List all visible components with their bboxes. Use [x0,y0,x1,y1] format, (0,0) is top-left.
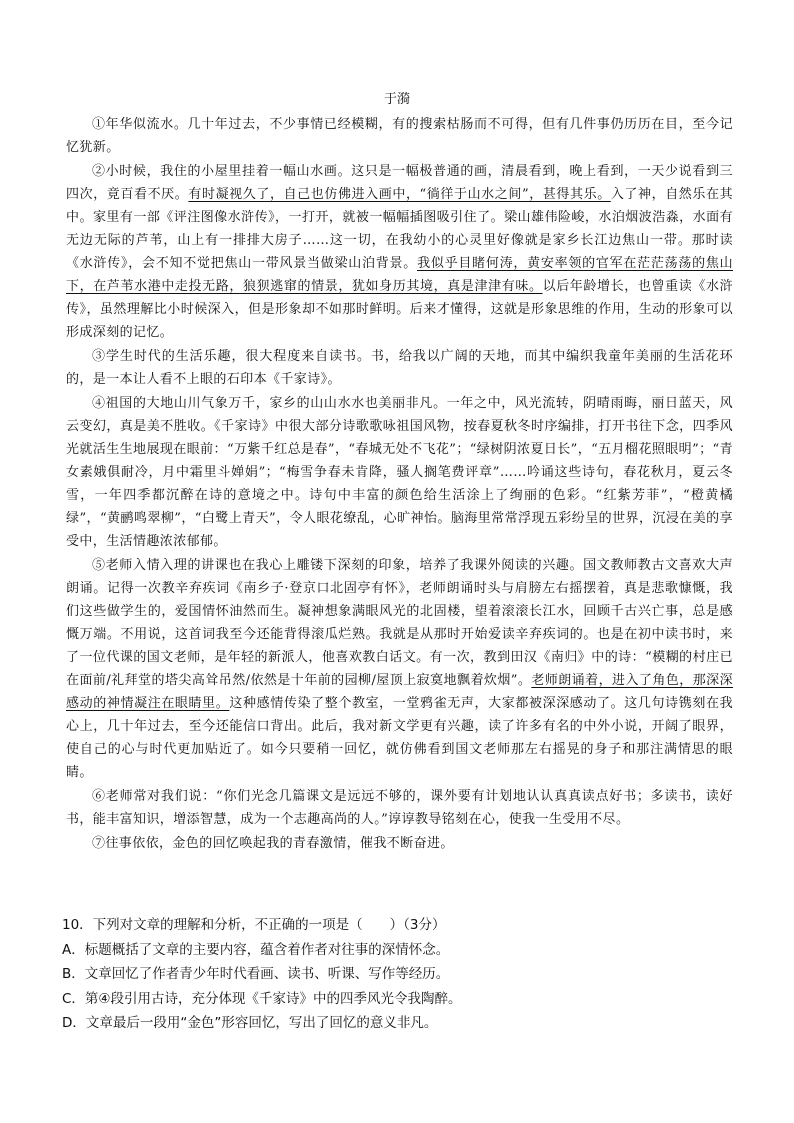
paragraph-text: ③学生时代的生活乐趣，很大程度来自读书。书，给我以广阔的天地，而其中编织我童年美丽的生活花环的，是一本让人看不上眼的石印本《千家诗》。 [66,349,733,387]
paragraph-2 [66,160,733,344]
paragraph-text: ④祖国的大地山川气象万千，家乡的山山水水也美丽非凡。一年之中，风光流转，阴晴雨晦，丽日蓝天，风云变幻，真是美不胜收。《千家诗》中很大部分诗歌歌咏祖国风物，按春夏秋冬时序编排，打开书往下念，四季风光就活生生地展现在眼前：“万紫千红总是春”，“春城无处不飞花”；“绿树阴浓夏日长”，“五月榴花照眼明”；“青女素娥俱耐冷，月中霜里斗婵娟”；“梅雪争春未肯降，骚人搁笔费评章”……吟诵这些诗句，春花秋月，夏云冬雪，一年四季都沉醉在诗的意境之中。诗句中丰富的颜色给生活涂上了绚丽的色彩。“红紫芳菲”，“橙黄橘绿”，“黄鹂鸣翠柳”，“白鹭上青天”，令人眼花缭乱，心旷神怡。脑海里常常浮现五彩纷呈的世界，沉浸在美的享受中，生活情趣浓浓郁郁。 [66,396,733,549]
underlined-sentence: 老师朗诵着，进入了角色，那深深感动的神情凝注在眼睛里。 [66,673,733,711]
paragraph-text: ①年华似流水。几十年过去，不少事情已经模糊，有的搜索枯肠而不可得，但有几件事仍历历在目，至今记忆犹新。 [66,117,733,155]
paragraph-text: ⑦往事依依，金色的回忆唤起我的青春激情，催我不断奋进。 [92,836,454,851]
underlined-sentence: 有时凝视久了，自己也仿佛进入画中，“徜徉于山水之间”，甚得其乐。 [188,187,611,202]
option-d[interactable]: D．文章最后一段用“金色”形容回忆，写出了回忆的意义非凡。 [62,1015,438,1031]
paragraph-text: ②小时候，我住的小屋里挂着一幅山水画。这只是一幅极普通的画，清晨看到，晚上看到，一天少说看到三四次，竟百看不厌。 [66,164,733,202]
paragraph-text: ⑤老师入情入理的讲课也在我心上雕镂下深刻的印象，培养了我课外阅读的兴趣。国文教师教古文喜欢大声朗诵。记得一次教辛弃疾词《南乡子·登京口北固亭有怀》，老师朗诵时头与肩膀左右摇摆着，真是悲歌慷慨，我们这些做学生的，爱国情怀油然而生。凝神想象满眼风光的北固楼，望着滚滚长江水，回顾千古兴亡事，总是感慨万端。不用说，这首词我至今还能背得滚瓜烂熟。我就是从那时开始爱读辛弃疾词的。也是在初中读书时，来了一位代课的国文老师，是年轻的新派人，他喜欢教白话文。有一次，教到田汉《南归》中的诗：“模糊的村庄已在面前/礼拜堂的塔尖高耸吊然/依然是十年前的园柳/屋顶上寂寞地飘着炊烟”。 [66,558,733,688]
paragraph-text: 这种感情传染了整个教室，一堂鸦雀无声，大家都被深深感动了。这几句诗镌刻在我心上，几十年过去，至今还能信口背出。此后，我对新文学更有兴趣，读了许多有名的中外小说，开阔了眼界，使自己的心与时代更加贴近了。如今只要稍一回忆，就仿佛看到国文老师那左右摇晃的身子和那注满情思的眼睛。 [66,696,733,780]
paragraph-7 [66,832,733,855]
question-stem: 10．下列对文章的理解和分析，不正确的一项是（ ）（3分） [62,917,446,933]
paragraph-text: ⑥老师常对我们说：“你们光念几篇课文是远远不够的，课外要有计划地认认真真读点好书；多读书，读好书，能丰富知识，增添智慧，成为一个志趣高尚的人。”谆谆教导铭刻在心，使我一生受用不尽。 [66,789,733,827]
paragraph-5 [66,554,733,784]
paragraph-1 [66,113,733,159]
article-body [66,113,733,856]
option-c[interactable]: C．第④段引用古诗，充分体现《千家诗》中的四季风光令我陶醉。 [62,990,462,1007]
paragraph-6 [66,785,733,831]
paragraph-text: 以后年龄增长，也曾重读《水浒传》，虽然理解比小时候深入，但是形象却不如那时鲜明。后来才懂得，这就是形象思维的作用，生动的形象可以形成深刻的记忆。 [66,279,733,340]
underlined-sentence: 我似乎目睹何涛，黄安率领的官军在茫茫荡荡的焦山下，在芦苇水港中走投无路，狼狈逃窜的情景，犹如身历其境，真是津津有味。 [66,256,734,294]
option-a[interactable]: A．标题概括了文章的主要内容，蕴含着作者对往事的深情怀念。 [62,941,450,958]
paragraph-text: 入了神，自然乐在其中。家里有一部《评注图像水浒传》，一打开，就被一幅幅插图吸引住了。梁山雄伟险峻，水泊烟波浩淼，水面有无边无际的芦苇，山上有一排排大房子……这一切，在我幼小的心灵里好像就是家乡长江边焦山一带。那时读《水浒传》，会不知不觉把焦山一带风景当做梁山泊背景。 [66,187,733,271]
question-block [62,913,734,1036]
option-b[interactable]: B．文章回忆了作者青少年时代看画、读书、听课、写作等经历。 [62,966,450,982]
author-name: 于漪 [383,92,410,107]
paragraph-4 [66,392,733,553]
paragraph-3 [66,345,733,391]
